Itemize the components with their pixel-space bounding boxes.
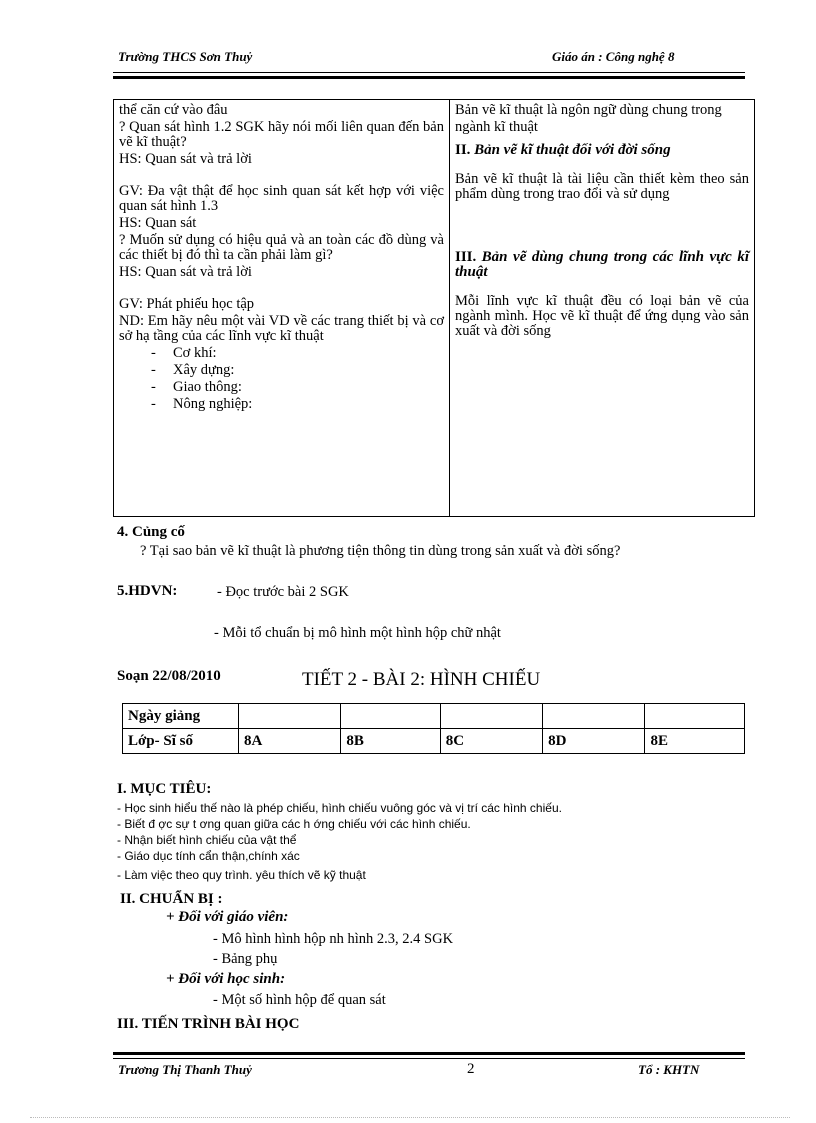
section-heading: III. Bản vẽ dùng chung trong các lĩnh vực kĩ thuật	[455, 249, 750, 280]
activity-line: ND: Em hãy nêu một vài VD về các trang thiết bị và cơ sở hạ tầng của các lĩnh vực kĩ thuật	[119, 313, 444, 344]
header-rule-thin	[113, 72, 745, 73]
lesson-title: TIẾT 2 - BÀI 2: HÌNH CHIẾU	[302, 669, 541, 690]
teacher-student-activity-cell	[114, 100, 450, 517]
roster-cell	[440, 704, 542, 729]
lesson-activity-table	[113, 99, 755, 517]
footer-rule-thick	[113, 1052, 745, 1055]
roster-cell	[341, 704, 440, 729]
chuanbi-teacher-label: + Đối với giáo viên:	[166, 909, 289, 925]
content-line: ngành kĩ thuật	[455, 119, 538, 135]
roster-cell	[645, 704, 745, 729]
header-subject: Giáo án : Công nghệ 8	[552, 49, 675, 64]
chuanbi-title: II. CHUẨN BỊ :	[120, 891, 223, 907]
footer-department: Tổ : KHTN	[638, 1062, 700, 1077]
activity-question: ? Muốn sử dụng có hiệu quả và an toàn các đồ dùng và các thiết bị đó thì ta cần phải làm gì?	[119, 232, 444, 263]
footer-author: Trương Thị Thanh Thuỷ	[118, 1062, 252, 1077]
cungco-title: 4. Củng cố	[117, 524, 185, 540]
cungco-question: ? Tại sao bản vẽ kĩ thuật là phương tiện thông tin dùng trong sản xuất và đời sống?	[140, 543, 621, 559]
muctieu-item: - Làm việc theo quy trình. yêu thích vẽ kỹ thuật	[117, 868, 366, 882]
page-number: 2	[467, 1061, 475, 1077]
activity-question: ? Quan sát hình 1.2 SGK hãy nói mối liên quan đến bản vẽ kĩ thuật?	[119, 119, 444, 150]
content-line: Bản vẽ kĩ thuật là tài liệu cần thiết kèm theo sản phẩm dùng trong trao đổi và sử dụng	[455, 171, 749, 202]
lesson-date: Soạn 22/08/2010	[117, 668, 221, 684]
roster-label: Lớp- Sĩ số	[123, 729, 239, 754]
roster-class: 8C	[440, 729, 542, 754]
roster-cell	[239, 704, 341, 729]
activity-line: thể căn cứ vào đâu	[119, 102, 228, 118]
roster-class: 8D	[543, 729, 645, 754]
chuanbi-item: - Mô hình hình hộp nh hình 2.3, 2.4 SGK	[213, 931, 454, 947]
muctieu-item: - Nhận biết hình chiếu của vật thể	[117, 833, 297, 847]
header-school: Trường THCS Sơn Thuỷ	[118, 49, 253, 64]
muctieu-item: - Biết đ ợc sự t ơng quan giữa các h ớng chiếu với các hình chiếu.	[117, 817, 471, 831]
chuanbi-item: - Bảng phụ	[213, 951, 278, 967]
list-item: - Giao thông:	[151, 379, 242, 395]
activity-line: GV: Phát phiếu học tập	[119, 296, 255, 312]
list-item: - Xây dựng:	[151, 362, 235, 378]
activity-line: HS: Quan sát và trả lời	[119, 264, 252, 280]
roster-class: 8A	[239, 729, 341, 754]
activity-line: HS: Quan sát	[119, 215, 197, 231]
page-bottom-divider	[30, 1117, 790, 1118]
list-item: - Nông nghiệp:	[151, 396, 253, 412]
footer-rule-thin	[113, 1058, 745, 1059]
content-cell	[450, 100, 755, 517]
activity-line: GV: Đa vật thật để học sinh quan sát kết hợp với việc quan sát hình 1.3	[119, 183, 444, 214]
section-heading: II. Bản vẽ kĩ thuật đối với đời sống	[455, 142, 671, 158]
chuanbi-student-label: + Đối với học sinh:	[166, 971, 286, 987]
header-rule-thick	[113, 76, 745, 79]
content-line: Bản vẽ kĩ thuật là ngôn ngữ dùng chung trong	[455, 102, 722, 118]
hdvn-label: 5.HDVN:	[117, 583, 178, 599]
roster-class: 8B	[341, 729, 440, 754]
muctieu-title: I. MỤC TIÊU:	[117, 781, 212, 797]
roster-label: Ngày giảng	[123, 704, 239, 729]
chuanbi-item: - Một số hình hộp để quan sát	[213, 992, 386, 1008]
muctieu-item: - Giáo dục tính cẩn thận,chính xác	[117, 849, 300, 863]
list-item: - Cơ khí:	[151, 345, 217, 361]
activity-line: HS: Quan sát và trả lời	[119, 151, 252, 167]
hdvn-item: - Mỗi tổ chuẩn bị mô hình một hình hộp chữ nhật	[214, 625, 501, 641]
content-line: Mỗi lĩnh vực kĩ thuật đều có loại bản vẽ của ngành mình. Học vẽ kĩ thuật để ứng dụng vào sản xuất và đời sống	[455, 293, 749, 339]
roster-class: 8E	[645, 729, 745, 754]
muctieu-item: - Học sinh hiểu thế nào là phép chiếu, hình chiếu vuông góc và vị trí các hình chiếu.	[117, 801, 562, 815]
tientrinh-title: III. TIẾN TRÌNH BÀI HỌC	[117, 1016, 300, 1032]
hdvn-item: - Đọc trước bài 2 SGK	[217, 584, 349, 600]
roster-cell	[543, 704, 645, 729]
class-roster-table	[122, 703, 745, 754]
